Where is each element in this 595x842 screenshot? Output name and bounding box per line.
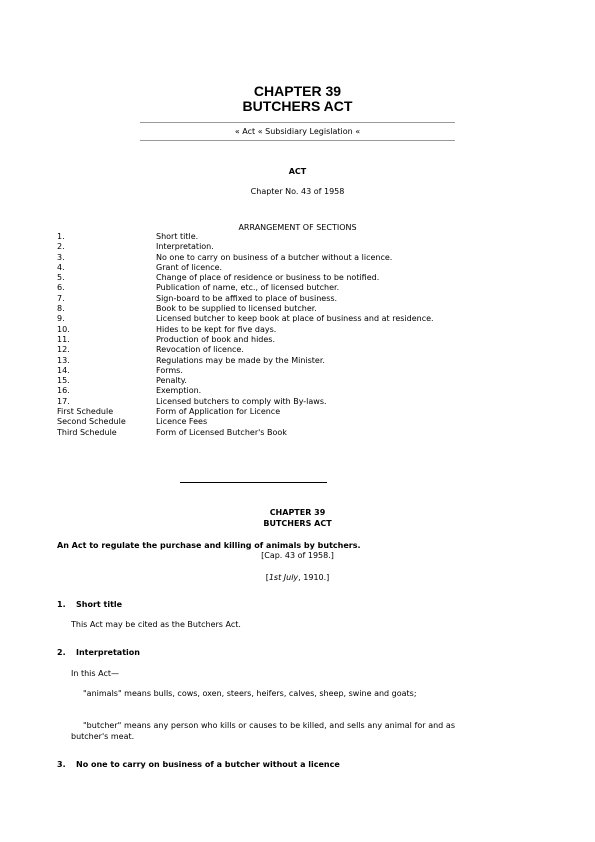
section-divider bbox=[180, 482, 327, 483]
act-label: ACT bbox=[288, 167, 307, 176]
toc-row[interactable] bbox=[57, 407, 457, 417]
toc-section-number: 11. bbox=[57, 334, 70, 344]
toc-row[interactable] bbox=[57, 417, 457, 427]
toc-section-number: 12. bbox=[57, 345, 70, 355]
toc-section-number: 13. bbox=[57, 355, 70, 365]
toc-row[interactable] bbox=[57, 356, 457, 366]
chapter-number: Chapter No. 43 of 1958 bbox=[250, 187, 345, 196]
toc-row[interactable] bbox=[57, 345, 457, 355]
toc-section-number: 14. bbox=[57, 365, 70, 375]
toc-section-title[interactable]: Book to be supplied to licensed butcher. bbox=[156, 304, 317, 314]
toc-section-title[interactable]: No one to carry on business of a butcher without a licence. bbox=[156, 252, 393, 262]
section-3-title: No one to carry on business of a butcher without a licence bbox=[76, 760, 340, 769]
section-1-number: 1. bbox=[57, 600, 66, 609]
toc-section-title[interactable]: Licence Fees bbox=[156, 417, 208, 427]
toc-section-title[interactable]: Grant of licence. bbox=[156, 262, 223, 272]
toc-row[interactable] bbox=[57, 428, 457, 438]
toc-row[interactable] bbox=[57, 376, 457, 386]
definition-butcher: "butcher" means any person who kills or causes to be killed, and sells any animal for and as butcher's meat. bbox=[71, 721, 455, 741]
chapter-title: CHAPTER 39 bbox=[253, 83, 342, 99]
commencement-prefix: [ bbox=[265, 573, 269, 582]
toc-section-title[interactable]: Publication of name, etc., of licensed butcher. bbox=[156, 283, 340, 293]
toc-row[interactable] bbox=[57, 314, 457, 324]
toc-row[interactable] bbox=[57, 253, 457, 263]
toc-section-number: 4. bbox=[57, 262, 65, 272]
toc-row[interactable] bbox=[57, 294, 457, 304]
citation: [Cap. 43 of 1958.] bbox=[261, 551, 334, 560]
toc-row[interactable] bbox=[57, 263, 457, 273]
commencement-suffix: , 1910.] bbox=[298, 573, 330, 582]
toc-row[interactable] bbox=[57, 397, 457, 407]
section-3-heading bbox=[57, 760, 340, 770]
section-1-text: This Act may be cited as the Butchers Act. bbox=[71, 620, 241, 629]
toc-section-number: 2. bbox=[57, 242, 65, 252]
toc-section-number: 9. bbox=[57, 314, 65, 324]
toc-section-number: Second Schedule bbox=[57, 417, 126, 427]
toc-section-title[interactable]: Form of Application for Licence bbox=[156, 407, 281, 417]
toc-row[interactable] bbox=[57, 325, 457, 335]
long-title: An Act to regulate the purchase and killing of animals by butchers. bbox=[57, 541, 361, 550]
legislation-nav-links[interactable]: « Act « Subsidiary Legislation « bbox=[234, 127, 361, 136]
toc-section-number: 17. bbox=[57, 396, 70, 406]
toc-section-number: 8. bbox=[57, 304, 65, 314]
definition-animals: "animals" means bulls, cows, oxen, steers, heifers, calves, sheep, swine and goats; bbox=[83, 689, 417, 698]
section-3-number: 3. bbox=[57, 760, 66, 769]
toc-section-number: 6. bbox=[57, 283, 65, 293]
toc-section-title[interactable]: Forms. bbox=[156, 365, 183, 375]
toc-row[interactable] bbox=[57, 335, 457, 345]
toc-section-title[interactable]: Change of place of residence or business to be notified. bbox=[156, 273, 380, 283]
toc-section-number: 7. bbox=[57, 293, 65, 303]
section-2-heading bbox=[57, 648, 140, 658]
section-1-heading bbox=[57, 600, 122, 610]
toc-section-number: Third Schedule bbox=[57, 427, 117, 437]
toc-section-title[interactable]: Sign-board to be affixed to place of business. bbox=[156, 293, 338, 303]
top-divider bbox=[140, 122, 455, 123]
toc-row[interactable] bbox=[57, 232, 457, 242]
sections-arrangement-list bbox=[57, 232, 457, 438]
toc-row[interactable] bbox=[57, 366, 457, 376]
nav-divider bbox=[140, 140, 455, 141]
body-act-title: BUTCHERS ACT bbox=[263, 519, 332, 528]
toc-row[interactable] bbox=[57, 283, 457, 293]
toc-section-number: First Schedule bbox=[57, 407, 114, 417]
toc-section-title[interactable]: Licensed butchers to comply with By-laws. bbox=[156, 396, 327, 406]
toc-section-title[interactable]: Short title. bbox=[156, 232, 199, 241]
arrangement-heading: ARRANGEMENT OF SECTIONS bbox=[238, 223, 357, 232]
toc-section-number: 10. bbox=[57, 324, 70, 334]
commencement-day: 1st July bbox=[268, 573, 299, 582]
toc-section-title[interactable]: Form of Licensed Butcher's Book bbox=[156, 427, 287, 437]
section-2-intro: In this Act— bbox=[71, 669, 119, 678]
toc-section-title[interactable]: Production of book and hides. bbox=[156, 334, 275, 344]
toc-row[interactable] bbox=[57, 273, 457, 283]
section-2-title: Interpretation bbox=[76, 648, 140, 657]
body-chapter-title: CHAPTER 39 bbox=[269, 508, 326, 517]
toc-section-title[interactable]: Regulations may be made by the Minister. bbox=[156, 355, 325, 365]
section-2-number: 2. bbox=[57, 648, 66, 657]
toc-section-title[interactable]: Exemption. bbox=[156, 386, 202, 396]
toc-section-number: 16. bbox=[57, 386, 70, 396]
toc-row[interactable] bbox=[57, 386, 457, 396]
toc-section-number: 1. bbox=[57, 232, 65, 241]
toc-section-title[interactable]: Hides to be kept for five days. bbox=[156, 324, 277, 334]
toc-section-number: 15. bbox=[57, 376, 70, 386]
toc-section-number: 3. bbox=[57, 252, 65, 262]
toc-section-title[interactable]: Revocation of licence. bbox=[156, 345, 244, 355]
toc-section-title[interactable]: Interpretation. bbox=[156, 242, 214, 252]
act-title: BUTCHERS ACT bbox=[242, 98, 353, 114]
section-1-title: Short title bbox=[76, 600, 123, 609]
toc-row[interactable] bbox=[57, 304, 457, 314]
toc-section-title[interactable]: Licensed butcher to keep book at place of business and at residence. bbox=[156, 314, 434, 324]
toc-row[interactable] bbox=[57, 242, 457, 252]
commencement-date bbox=[0, 573, 595, 583]
toc-section-title[interactable]: Penalty. bbox=[156, 376, 187, 386]
toc-section-number: 5. bbox=[57, 273, 65, 283]
